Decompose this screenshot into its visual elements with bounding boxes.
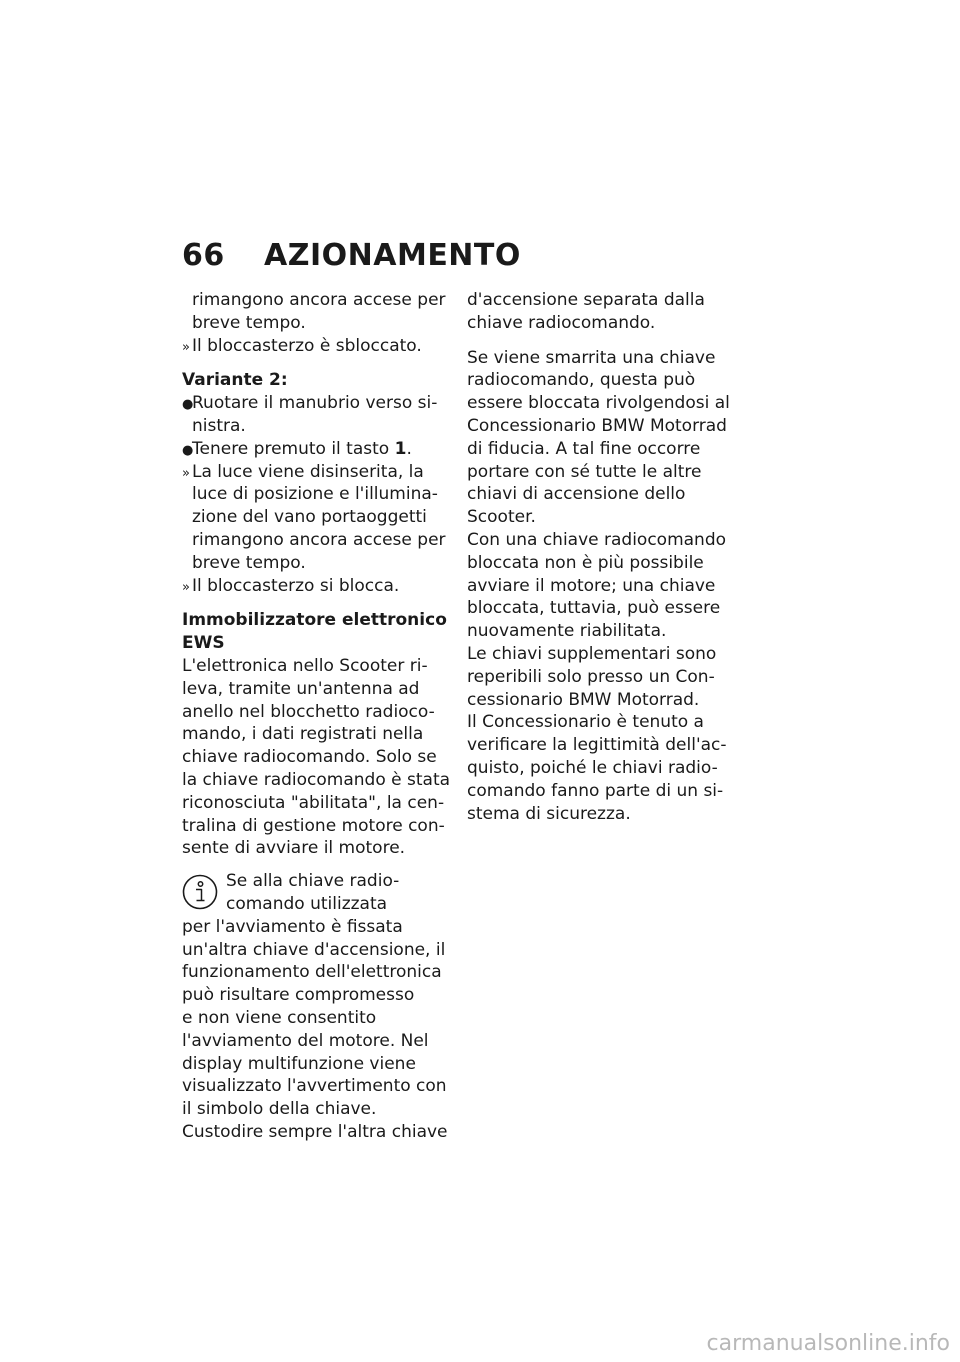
text-line: portare con sé tutte le altre: [467, 461, 702, 482]
section-title: AZIONAMENTO: [264, 238, 521, 273]
text-line: chiavi di accensione dello: [467, 484, 686, 505]
text-line: breve tempo.: [192, 552, 306, 573]
text-line: Concessionario BMW Motorrad: [467, 415, 727, 436]
text-line: verificare la legittimità dell'ac-: [467, 735, 727, 756]
text-line: nistra.: [192, 415, 246, 436]
text-line: tralina di gestione motore con-: [182, 815, 445, 836]
step-item: ●Ruotare il manubrio verso si-: [182, 392, 450, 415]
info-note: [182, 870, 450, 1144]
note-line: l'avviamento del motore. Nel: [182, 1030, 429, 1051]
text-line: cessionario BMW Motorrad.: [467, 689, 700, 710]
info-icon: [182, 874, 218, 910]
site-watermark: carmanualsonline.info: [706, 1331, 950, 1356]
text-line: Se viene smarrita una chiave: [467, 347, 716, 368]
note-line: un'altra chiave d'accensione, il: [182, 939, 446, 960]
note-line: funzionamento dell'elettronica: [182, 962, 442, 983]
text-line: Le chiavi supplementari sono: [467, 643, 717, 664]
left-column: [182, 289, 450, 1144]
note-line: Custodire sempre l'altra chiave: [182, 1121, 448, 1142]
ews-heading: Immobilizzatore elettronico: [182, 610, 447, 631]
note-line: può risultare compromesso: [182, 985, 415, 1006]
result-item: » Il bloccasterzo è sbloccato.: [182, 335, 450, 358]
text-line: zione del vano portaoggetti: [192, 507, 427, 528]
text-line: Scooter.: [467, 507, 536, 528]
text-line: leva, tramite un'antenna ad: [182, 678, 420, 699]
bullet-icon: ●: [182, 397, 194, 413]
text-line: luce di posizione e l'illumina-: [192, 484, 438, 505]
text-line: sente di avviare il motore.: [182, 838, 406, 859]
text-line: nuovamente riabilitata.: [467, 621, 667, 642]
text-line: L'elettronica nello Scooter ri-: [182, 655, 428, 676]
variant-heading: Variante 2:: [182, 370, 288, 391]
result-marker-icon: »: [182, 579, 190, 595]
text-line: di fiducia. A tal fine occorre: [467, 438, 701, 459]
text-line: breve tempo.: [192, 312, 306, 333]
result-marker-icon: »: [182, 465, 190, 481]
text-line: avviare il motore; una chiave: [467, 575, 716, 596]
note-line: per l'avviamento è fissata: [182, 916, 403, 937]
result-item: » La luce viene disinserita, la: [182, 461, 450, 484]
result-item: » Il bloccasterzo si blocca.: [182, 575, 450, 598]
text-line: chiave radiocomando.: [467, 312, 656, 333]
text-line: comando fanno parte di un si-: [467, 780, 724, 801]
page-number: 66: [182, 238, 225, 273]
text-line: la chiave radiocomando è stata: [182, 769, 451, 790]
ews-heading: EWS: [182, 633, 225, 654]
note-line: e non viene consentito: [182, 1007, 377, 1028]
note-line: comando utilizzata: [226, 893, 388, 914]
right-column: [467, 289, 742, 825]
text-line: bloccata non è più possibile: [467, 552, 704, 573]
result-marker-icon: »: [182, 339, 190, 355]
page-header: [182, 238, 521, 273]
step-item: ●Tenere premuto il tasto 1.: [182, 438, 450, 461]
note-line: display multifunzione viene: [182, 1053, 416, 1074]
text-line: radiocomando, questa può: [467, 370, 696, 391]
text-line: Il Concessionario è tenuto a: [467, 712, 704, 733]
text-line: rimangono ancora accese per: [192, 529, 446, 550]
note-line: il simbolo della chiave.: [182, 1099, 377, 1120]
text-line: quisto, poiché le chiavi radio-: [467, 757, 718, 778]
bullet-icon: ●: [182, 442, 194, 458]
note-line: visualizzato l'avvertimento con: [182, 1076, 447, 1097]
text-line: stema di sicurezza.: [467, 803, 631, 824]
text-line: reperibili solo presso un Con-: [467, 666, 715, 687]
button-reference: 1: [394, 438, 407, 459]
text-line: mando, i dati registrati nella: [182, 724, 424, 745]
text-line: anello nel blocchetto radioco-: [182, 701, 435, 722]
text-line: riconosciuta "abilitata", la cen-: [182, 792, 445, 813]
text-line: chiave radiocomando. Solo se: [182, 747, 437, 768]
text-line: essere bloccata rivolgendosi al: [467, 393, 730, 414]
text-line: Con una chiave radiocomando: [467, 529, 727, 550]
text-line: bloccata, tuttavia, può essere: [467, 598, 721, 619]
note-line: Se alla chiave radio-: [226, 871, 400, 892]
text-line: rimangono ancora accese per: [192, 290, 446, 310]
text-line: d'accensione separata dalla: [467, 290, 705, 310]
